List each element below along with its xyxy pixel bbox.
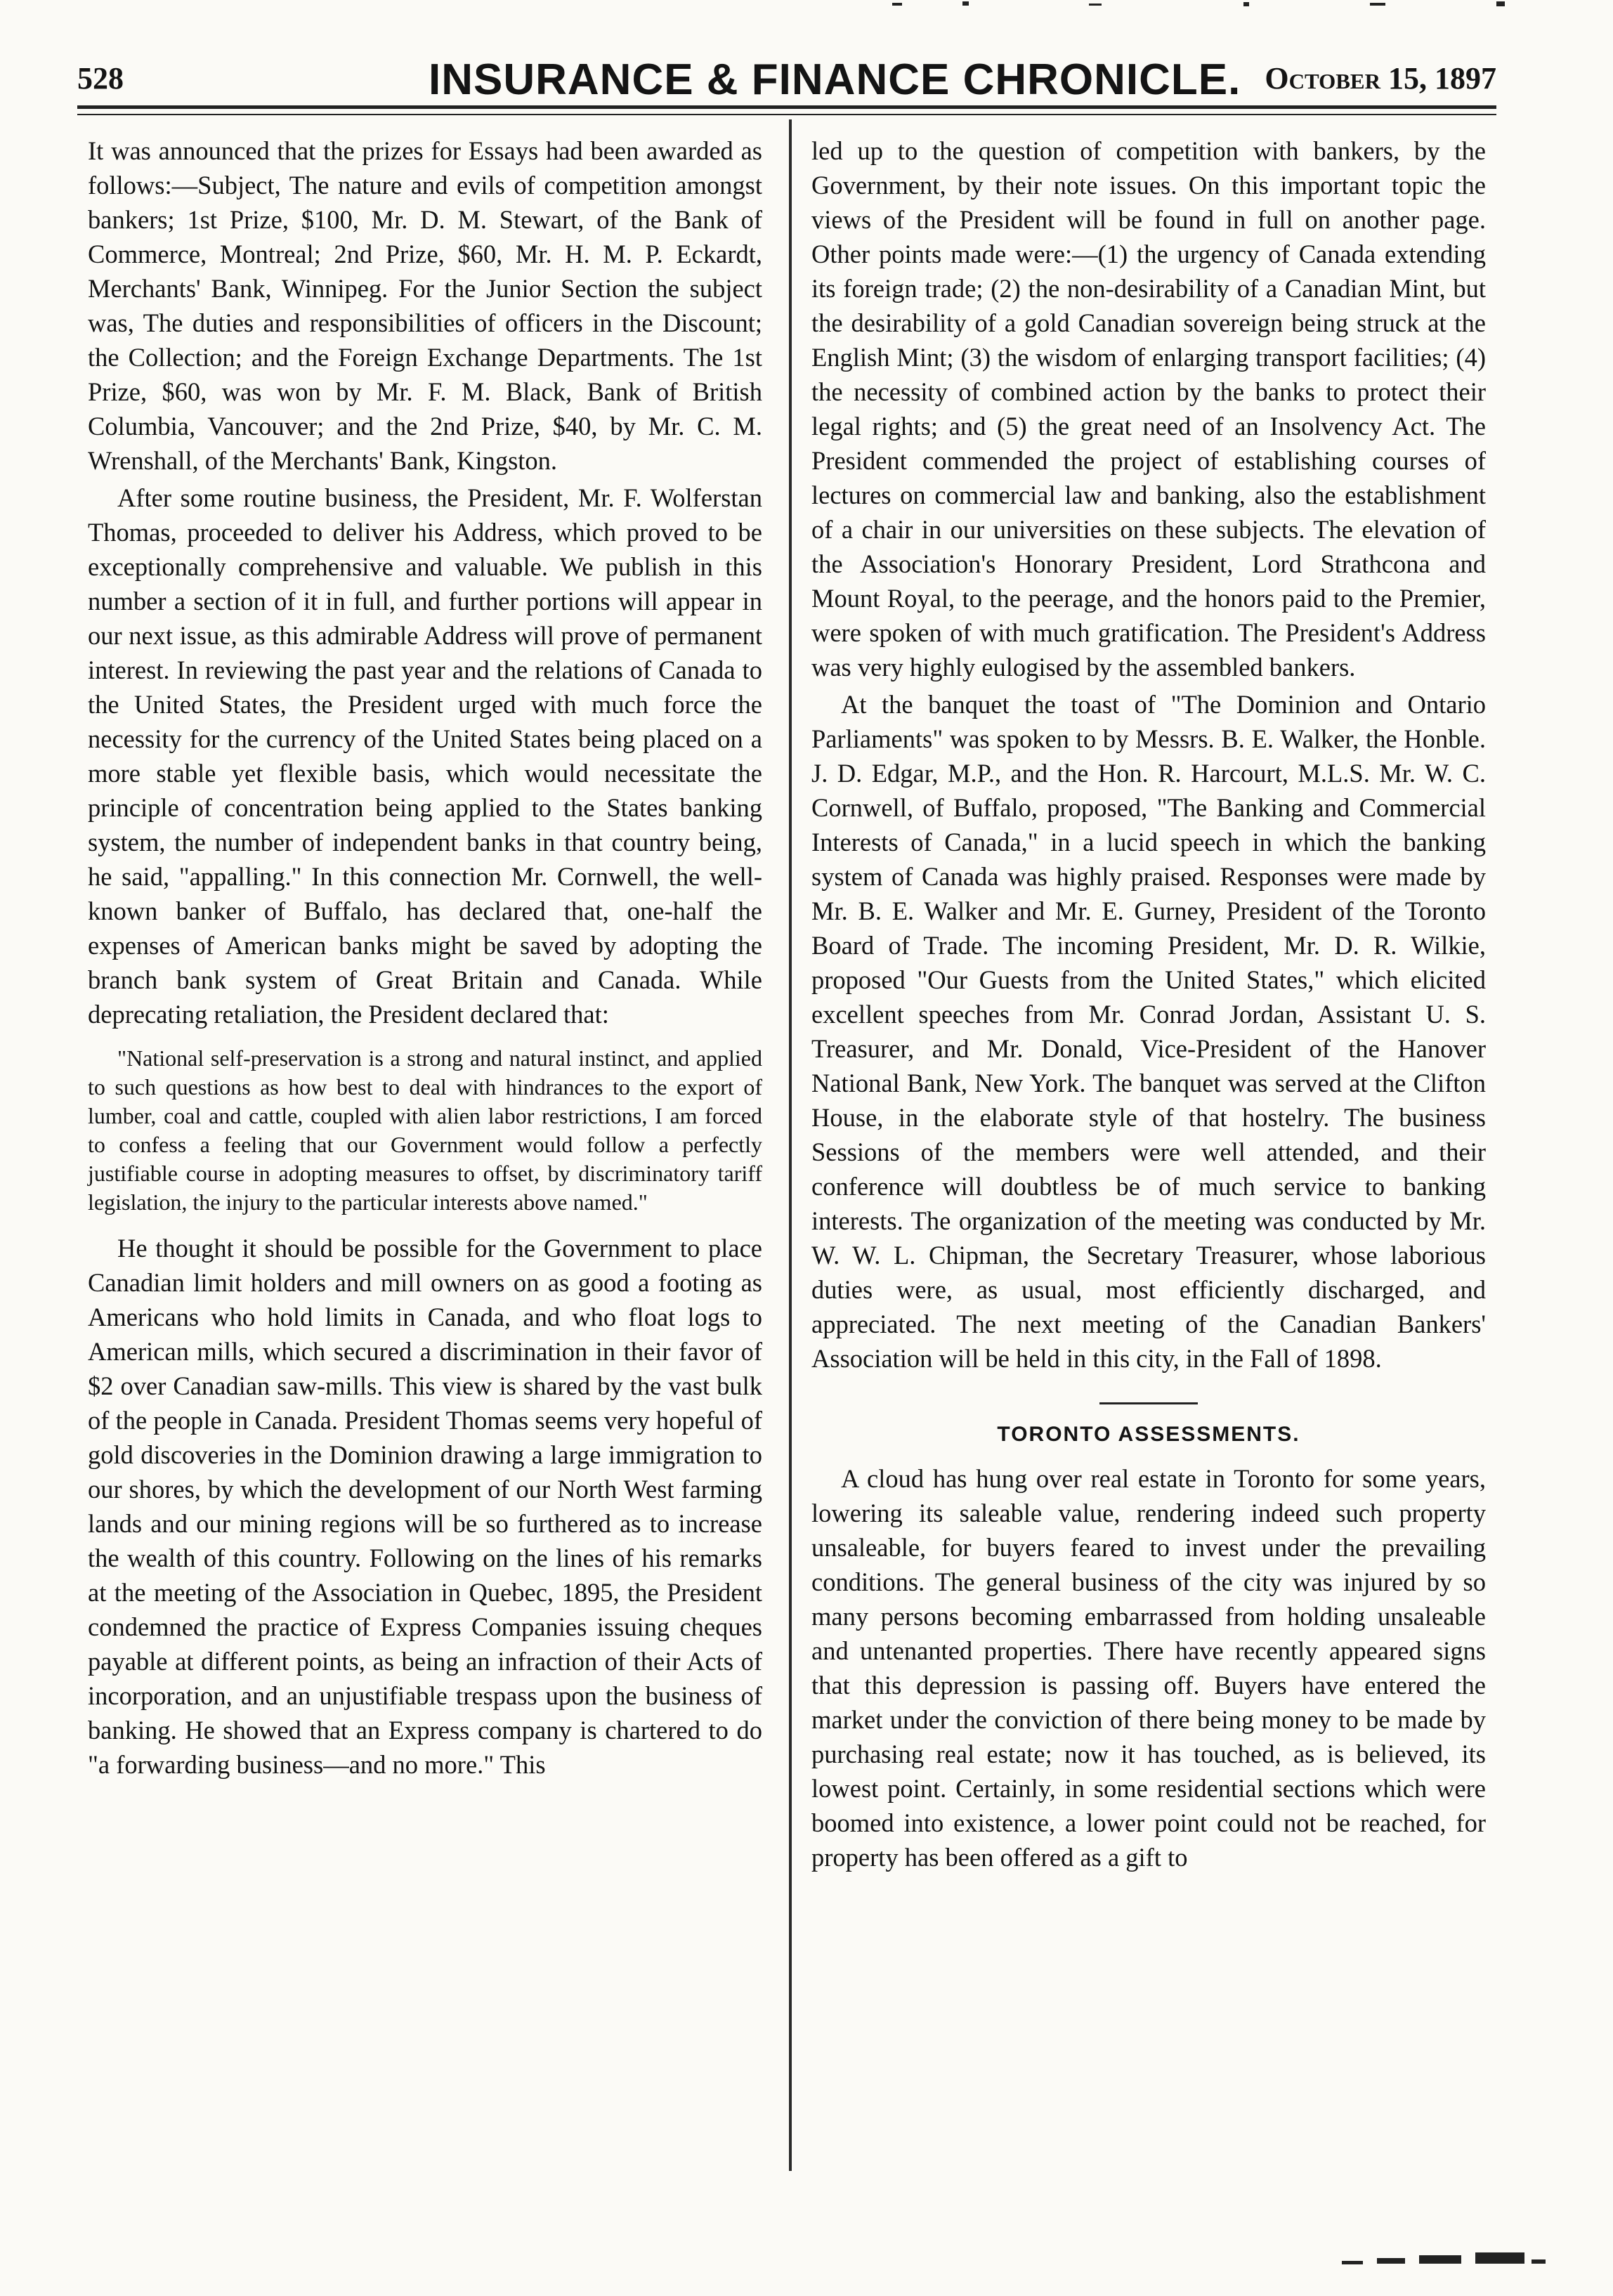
section-divider-rule (1099, 1402, 1198, 1404)
block-quote: "National self-preservation is a strong and natural instinct, and applied to such questions as how best to deal with hindrances to the export of lumber, coal and cattle, coupled with alien labor restrictions, I am forced to confess a feeling that our Government would follow a perfectly justifiable course in adopting measures to offset, by discriminatory tariff legislation, the injury to the particular interests above named." (88, 1045, 762, 1215)
article-paragraph: After some routine business, the President, Mr. F. Wolferstan Thomas, proceeded to deliver his Address, which proved to be exceptionally comprehensive and valuable. We publish in this number a section of it in full, and further portions will appear in our next issue, as this admirable Address will prove of permanent interest. In reviewing the past year and the relations of Canada to the United States, the President urged with much force the necessity for the currency of the United States being placed on a more stable yet flexible basis, which would necessitate the principle of concentration being applied to the States banking system, the number of independent banks in that country being, he said, "appalling." In this connection Mr. Cornwell, the well-known banker of Buffalo, has declared that, one-half the expenses of American banks might be saved by adopting the branch bank system of Great Britain and Canada. While deprecating retaliation, the President declared that: (88, 483, 762, 1029)
issue-date: October 15, 1897 (1265, 61, 1496, 96)
article-paragraph: A cloud has hung over real estate in Toronto for some years, lowering its saleable value, rendering indeed such property unsaleable, for buyers feared to invest under the prevailing conditions. The general business of the city was injured by so many persons becoming embarrassed from holding unsaleable and untenanted properties. There have recently appeared signs that this depression is passing off. Buyers have entered the market under the conviction of there being money to be made by purchasing real estate; now it has touched, as is believed, its lowest point. Certainly, in some residential sections which were boomed into existence, a lower point could not be reached, for property has been offered as a gift to (811, 1464, 1486, 1872)
print-specks-bottom (1335, 2248, 1553, 2269)
header-rule-thick (77, 105, 1496, 109)
right-column (811, 133, 1486, 1874)
publication-title: INSURANCE & FINANCE CHRONICLE. (429, 56, 1241, 104)
column-divider (789, 119, 792, 2171)
page-number: 528 (77, 61, 124, 96)
header-rule-thin (77, 114, 1496, 115)
article-paragraph: He thought it should be possible for the Government to place Canadian limit holders and mill owners on as good a footing as Americans who hold limits in Canada, and who float logs to American mills, which secured a discrimination in their favor of $2 over Canadian saw-mills. This view is shared by the vast bulk of the people in Canada. President Thomas seems very hopeful of gold discoveries in the Dominion drawing a large immigration to our shores, by which the development of our North West farming lands and our mining regions will be so furthered as to increase the wealth of this country. Following on the lines of his remarks at the meeting of the Association in Quebec, 1895, the President condemned the practice of Express Companies issuing cheques payable at different points, as being an infraction of their Acts of incorporation, and an unjustifiable trespass upon the business of banking. He showed that an Express company is chartered to do "a forwarding business—and no more." This (88, 1234, 762, 1779)
print-specks-top (878, 0, 1581, 10)
article-paragraph: It was announced that the prizes for Essays had been awarded as follows:—Subject, The nature and evils of competition amongst bankers; 1st Prize, $100, Mr. D. M. Stewart, of the Bank of Commerce, Montreal; 2nd Prize, $60, Mr. H. M. P. Eckardt, Merchants' Bank, Winnipeg. For the Junior Section the subject was, The duties and responsibilities of officers in the Discount; the Collection; and the Foreign Exchange Departments. The 1st Prize, $60, was won by Mr. F. M. Black, Bank of British Columbia, Vancouver; and the 2nd Prize, $40, by Mr. C. M. Wrenshall, of the Merchants' Bank, Kingston. (88, 136, 762, 475)
article-paragraph: At the banquet the toast of "The Dominion and Ontario Parliaments" was spoken to by Messrs. B. E. Walker, the Honble. J. D. Edgar, M.P., and the Hon. R. Harcourt, M.L.S. Mr. W. C. Cornwell, of Buffalo, proposed, "The Banking and Commercial Interests of Canada," in a lucid speech in which the banking system of Canada was highly praised. Responses were made by Mr. B. E. Walker and Mr. E. Gurney, President of the Toronto Board of Trade. The incoming President, Mr. D. R. Wilkie, proposed "Our Guests from the United States," which elicited excellent speeches from Mr. Conrad Jordan, Assistant U. S. Treasurer, and Mr. Donald, Vice-President of the Hanover National Bank, New York. The banquet was served at the Clifton House, in the elaborate style of that hostelry. The business Sessions of the members were well attended, and their conference will doubtless be of much service to banking interests. The organization of the meeting was conducted by Mr. W. W. L. Chipman, the Secretary Treasurer, whose laborious duties were, as usual, most efficiently discharged, and appreciated. The next meeting of the Canadian Bankers' Association will be held in this city, in the Fall of 1898. (811, 690, 1486, 1373)
article-paragraph: led up to the question of competition with bankers, by the Government, by their note issues. On this important topic the views of the President will be found in full on another page. Other points made were:—(1) the urgency of Canada extending its foreign trade; (2) the non-desirability of a Canadian Mint, but the desirability of a gold Canadian sovereign being struck at the English Mint; (3) the wisdom of enlarging transport facilities; (4) the necessity of combined action by the banks to protect their legal rights; and (5) the great need of an Insolvency Act. The President commended the project of establishing courses of lectures on commercial law and banking, also the establishment of a chair in our universities on these subjects. The elevation of the Association's Honorary President, Lord Strathcona and Mount Royal, to the peerage, and the honors paid to the Premier, were spoken of with much gratification. The President's Address was very highly eulogised by the assembled bankers. (811, 136, 1486, 681)
left-column (88, 133, 762, 1782)
section-heading: TORONTO ASSESSMENTS. (997, 1423, 1300, 1446)
running-head (77, 55, 1496, 104)
